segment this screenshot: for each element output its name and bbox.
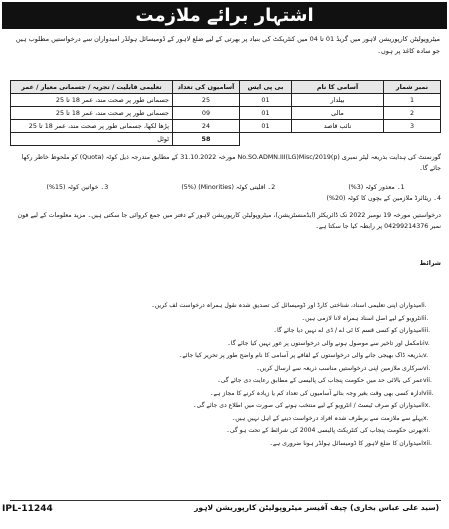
notification-text: گورنمنٹ کی ہدایت بذریعہ لیٹر نمبری No.SO.ADMN.III(LG)Misc/2019(p) مورخہ 31.10.2022 کے مطابق مندرجہ ذیل کوٹہ (Quota) کو ملحوظ خاطر رکھا جائے گا۔ xyxy=(21,154,441,172)
header-count: آسامیوں کی تعداد xyxy=(173,81,240,94)
row-qualification: جسمانی طور پر صحت مند، عمر 18 تا 25 xyxy=(11,107,173,120)
conditions-title: شرائط xyxy=(419,260,441,267)
condition-item: xii. امیدواران کا ضلع لاہور کا ڈومیسائل ہولڈر ہونا ضروری ہے۔ xyxy=(269,439,432,447)
quota-women: 3۔ خواتین کوٹہ (15%) xyxy=(46,184,109,191)
table-header-row xyxy=(11,81,441,94)
total-label: ٹوٹل xyxy=(11,133,173,146)
condition-item: ii. انٹرویو کے لیے اصل اسناد ہمراہ لانا لازمی ہیں۔ xyxy=(301,314,429,322)
header-post-name: آسامی کا نام xyxy=(292,81,384,94)
intro-text: میٹروپولیٹن کارپوریشن لاہور میں گریڈ 01 تا 04 میں کنٹریکٹ کی بنیاد پر بھرتی کے لیے ضلع لاہور کے ڈومیسائل ہولڈر امیدواران سے درخواستیں مطلوب ہیں جو سادہ کاغذ پر ہوں۔ xyxy=(15,35,440,55)
condition-item: viii. ادارہ کسی بھی وقت بغیر وجہ بتائے آسامیوں کی تعداد کم یا زیادہ کرنے کا مجاز ہے۔ xyxy=(209,389,434,397)
header-serial: نمبر شمار xyxy=(384,81,441,94)
quota-minorities: 2۔ اقلیتی کوٹہ (Minorities) (5%) xyxy=(181,184,276,191)
total-count: 58 xyxy=(173,133,240,146)
condition-item: ix. امیدواران کو صرف ٹیسٹ / انٹرویو کے لیے منتخب ہونے کی صورت میں اطلاع دی جائے گی۔ xyxy=(192,402,431,409)
condition-item: iv. نامکمل اور تاخیر سے موصول ہونے والی درخواستوں پر غور نہیں کیا جائے گا۔ xyxy=(227,339,430,347)
quota-retired: 4۔ ریٹائرڈ ملازمین کے بچوں کا کوٹہ (20%) xyxy=(326,195,441,202)
condition-item: vii. عمر کی بالائی حد میں حکومت پنجاب کی پالیسی کے مطابق رعایت دی جائے گی۔ xyxy=(217,377,432,384)
quota-list xyxy=(10,182,441,204)
table-row xyxy=(11,120,441,133)
signature-line: (سید علی عباس بخاری) چیف آفیسر میٹروپولیٹن کارپوریشن لاہور xyxy=(194,503,439,512)
row-serial: 2 xyxy=(384,107,441,120)
row-count: 09 xyxy=(173,107,240,120)
row-bps: 01 xyxy=(240,94,292,107)
condition-item: iii. امیدواران کو کسی قسم کا ٹی اے / ڈی اے نہیں دیا جائے گا۔ xyxy=(273,327,431,334)
divider xyxy=(10,500,441,501)
quota-disabled: 1۔ معذور کوٹہ (3%) xyxy=(348,184,405,191)
conditions-list xyxy=(10,300,441,450)
table-row xyxy=(11,94,441,107)
row-post-name: مالی xyxy=(292,107,384,120)
table-row xyxy=(11,107,441,120)
row-post-name: نائب قاصد xyxy=(292,120,384,133)
application-text: درخواستیں مورخہ 19 نومبر 2022 تک ڈائریکٹر (ایڈمنسٹریشن)، میٹروپولیٹن کارپوریشن لاہور کے دفتر میں جمع کروائی جا سکتی ہیں۔ مزید معلومات کے لیے فون نمبر 04299214376 پر رابطہ کیا جا سکتا ہے۔ xyxy=(17,212,441,230)
ipl-number: IPL-11244 xyxy=(2,504,53,514)
condition-item: xi. بھرتی حکومت پنجاب کی کنٹریکٹ پالیسی 2004 کی شرائط کے تحت ہو گی۔ xyxy=(226,427,431,434)
condition-item: v. بذریعہ ڈاک بھیجی جانے والی درخواستوں کے لفافے پر آسامی کا نام واضح طور پر تحریر کیا جائے۔ xyxy=(178,352,429,359)
condition-item: i. امیدواران اپنی تعلیمی اسناد، شناختی کارڈ اور ڈومیسائل کی تصدیق شدہ نقول ہمراہ درخواست لف کریں۔ xyxy=(151,302,427,309)
row-bps: 01 xyxy=(240,120,292,133)
posts-table xyxy=(10,80,441,146)
row-serial: 1 xyxy=(384,94,441,107)
row-bps: 01 xyxy=(240,107,292,120)
header-bps: بی پی ایس xyxy=(240,81,292,94)
table-total-row xyxy=(11,133,441,146)
ad-title: اشتہار برائے ملازمت xyxy=(2,2,447,29)
header-qualification: تعلیمی قابلیت / تجربہ / جسمانی معیار / عمر xyxy=(11,81,173,94)
row-qualification: پڑھا لکھا، جسمانی طور پر صحت مند، عمر 18 تا 25 xyxy=(11,120,173,133)
row-count: 25 xyxy=(173,94,240,107)
row-serial: 3 xyxy=(384,120,441,133)
condition-item: x. پہلے سے ملازمت سے برطرف شدہ افراد درخواست دینے کے اہل نہیں ہیں۔ xyxy=(231,414,429,422)
row-post-name: بیلدار xyxy=(292,94,384,107)
row-count: 24 xyxy=(173,120,240,133)
condition-item: vi. سرکاری ملازمین اپنی درخواستیں مناسب ذریعہ سے ارسال کریں۔ xyxy=(256,364,431,372)
row-qualification: جسمانی طور پر صحت مند، عمر 18 تا 25 xyxy=(11,94,173,107)
